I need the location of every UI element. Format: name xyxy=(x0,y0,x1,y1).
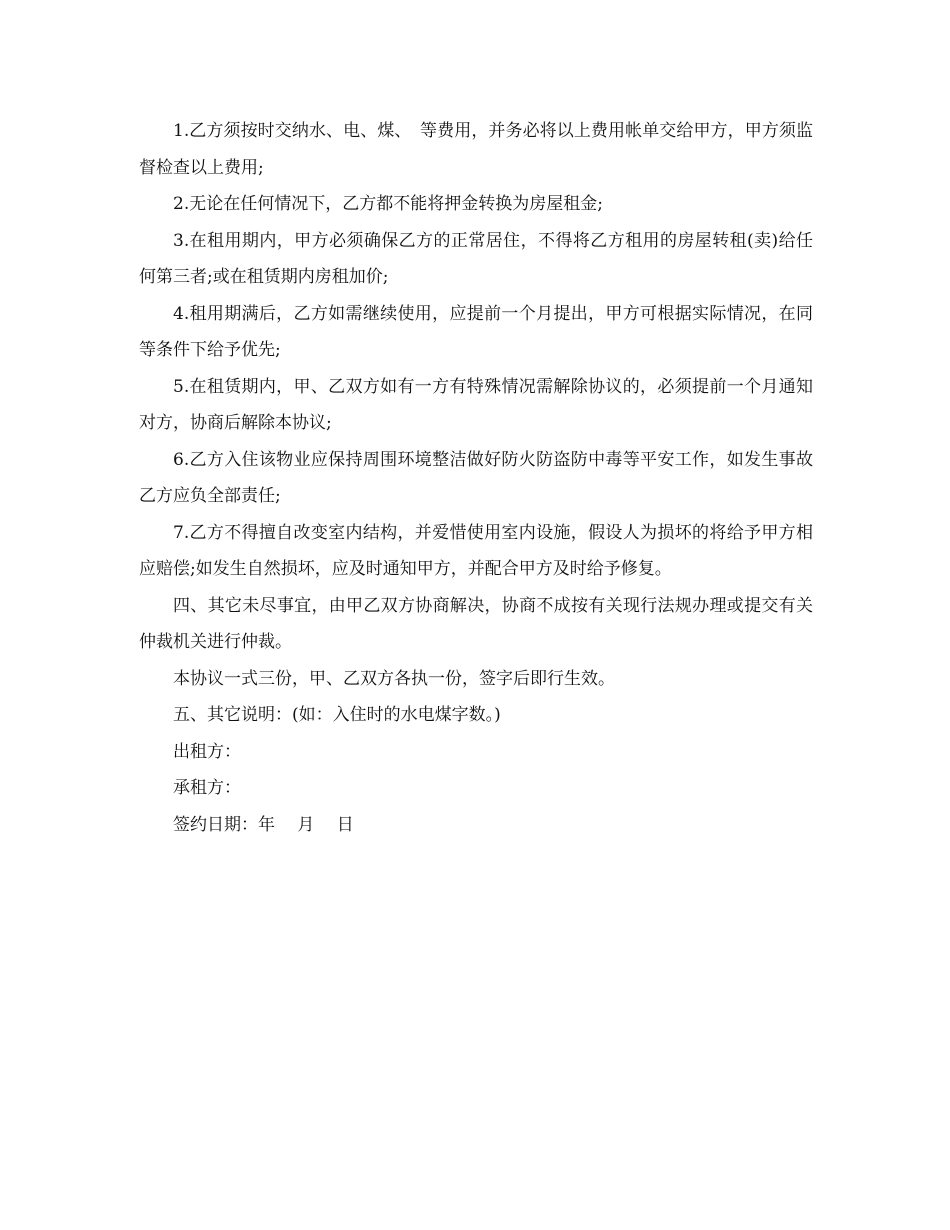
clause-7: 7.乙方不得擅自改变室内结构，并爱惜使用室内设施，假设人为损坏的将给予甲方相应赔偿;如发生自然损坏，应及时通知甲方，并配合甲方及时给予修复。 xyxy=(139,522,813,579)
clause-5: 5.在租赁期内，甲、乙双方如有一方有特殊情况需解除协议的，必须提前一个月通知对方，协商后解除本协议; xyxy=(139,376,813,433)
copies-note: 本协议一式三份，甲、乙双方各执一份，签字后即行生效。 xyxy=(173,668,615,689)
lessee-signature-line: 承租方： xyxy=(173,778,241,798)
section-five: 五、其它说明：(如：入住时的水电煤字数。) xyxy=(173,705,501,725)
clause-4: 4.租用期满后，乙方如需继续使用，应提前一个月提出，甲方可根据实际情况，在同等条件下给予优先; xyxy=(139,303,813,360)
clause-3: 3.在租用期内，甲方必须确保乙方的正常居住，不得将乙方租用的房屋转租(卖)给任何第三者;或在租赁期内房租加价; xyxy=(139,230,813,287)
clause-2: 2.无论在任何情况下，乙方都不能将押金转换为房屋租金; xyxy=(173,194,603,214)
signing-date-line: 签约日期：年 月 日 xyxy=(173,814,354,835)
lessor-signature-line: 出租方： xyxy=(173,741,241,762)
section-four: 四、其它未尽事宜，由甲乙双方协商解决，协商不成按有关现行法规办理或提交有关仲裁机关进行仲裁。 xyxy=(139,595,813,652)
document-body xyxy=(139,113,813,843)
clause-6: 6.乙方入住该物业应保持周围环境整洁做好防火防盗防中毒等平安工作，如发生事故乙方应负全部责任; xyxy=(139,449,813,506)
clause-1: 1.乙方须按时交纳水、电、煤、 等费用，并务必将以上费用帐单交给甲方，甲方须监督检查以上费用; xyxy=(139,121,813,178)
